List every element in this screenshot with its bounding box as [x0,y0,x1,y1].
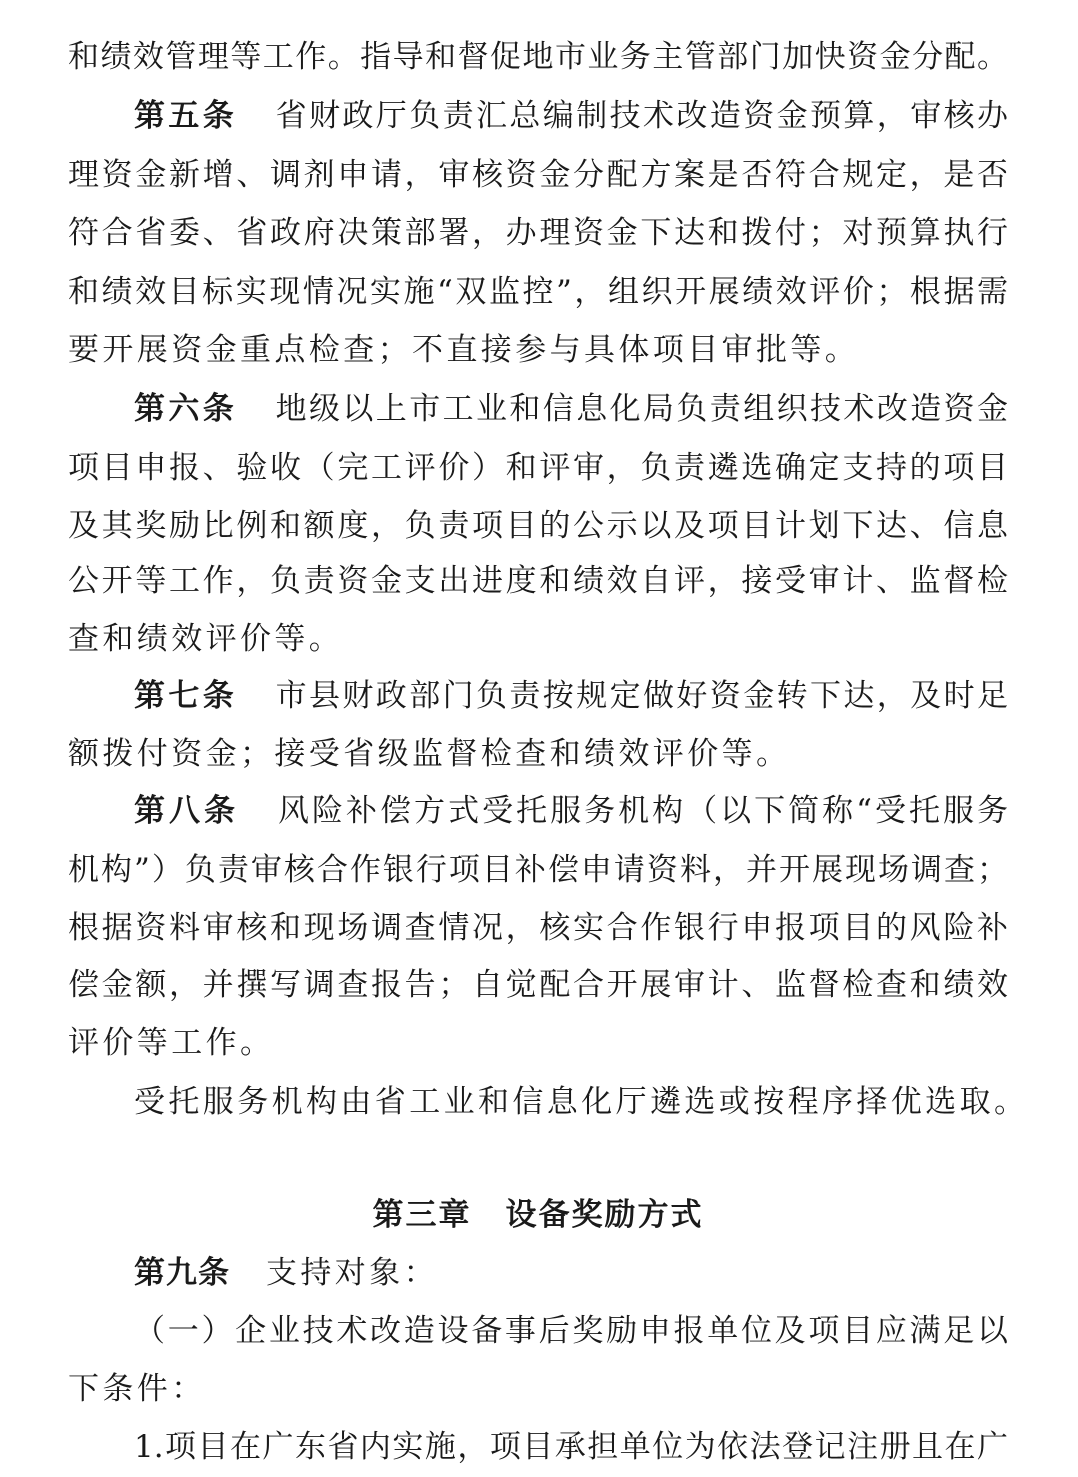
paragraph-line: 机构”）负责审核合作银行项目补偿申请资料，并开展现场调查； [68,852,1008,888]
paragraph-line: 偿金额，并撰写调查报告；自觉配合开展审计、监督检查和绩效 [68,967,1008,1003]
paragraph-line: 和绩效目标实现情况实施“双监控”，组织开展绩效评价；根据需 [68,274,1008,310]
article-7-text: 市县财政部门负责按规定做好资金转下达，及时足 [273,678,1009,714]
article-9-label: 第九条 [134,1255,230,1291]
paragraph-line: 查和绩效评价等。 [68,621,344,657]
chapter-number: 第三章 [372,1197,472,1233]
paragraph-line: 符合省委、省政府决策部署，办理资金下达和拨付；对预算执行 [68,215,1008,251]
paragraph-line: 1.项目在广东省内实施，项目承担单位为依法登记注册且在广 [134,1429,1008,1465]
article-5-line-1 [134,87,1008,145]
article-5-label: 第五条 [134,98,238,134]
article-6-line-1 [134,380,1008,438]
article-9-line-1 [134,1244,438,1302]
article-6-label: 第六条 [134,391,238,427]
paragraph-line: 及其奖励比例和额度，负责项目的公示以及项目计划下达、信息 [68,508,1008,544]
paragraph-line: 下条件： [68,1371,206,1407]
article-6-text: 地级以上市工业和信息化局负责组织技术改造资金 [273,391,1009,427]
paragraph-line: 根据资料审核和现场调查情况，核实合作银行申报项目的风险补 [68,910,1008,946]
article-8-text: 风险补偿方式受托服务机构（以下简称“受托服务 [275,793,1009,829]
chapter-title: 设备奖励方式 [505,1197,704,1233]
paragraph-line: 理资金新增、调剂申请，审核资金分配方案是否符合规定，是否 [68,157,1008,193]
chapter-heading [68,1186,1008,1244]
paragraph-line: （一）企业技术改造设备事后奖励申报单位及项目应满足以 [134,1313,1008,1349]
article-8-label: 第八条 [134,793,240,829]
paragraph-line: 要开展资金重点检查；不直接参与具体项目审批等。 [68,332,860,368]
paragraph-line: 公开等工作，负责资金支出进度和绩效自评，接受审计、监督检 [68,563,1008,599]
paragraph-line: 评价等工作。 [68,1025,275,1061]
article-9-text: 支持对象： [266,1255,438,1291]
paragraph-line: 受托服务机构由省工业和信息化厅遴选或按程序择优选取。 [134,1084,1029,1120]
article-5-text: 省财政厅负责汇总编制技术改造资金预算，审核办 [273,98,1009,134]
paragraph-line: 和绩效管理等工作。指导和督促地市业务主管部门加快资金分配。 [68,39,1008,75]
article-7-label: 第七条 [134,678,238,714]
paragraph-line: 项目申报、验收（完工评价）和评审，负责遴选确定支持的项目 [68,450,1008,486]
article-8-line-1 [134,782,1008,840]
article-7-line-1 [134,667,1008,725]
paragraph-line: 额拨付资金；接受省级监督检查和绩效评价等。 [68,736,791,772]
